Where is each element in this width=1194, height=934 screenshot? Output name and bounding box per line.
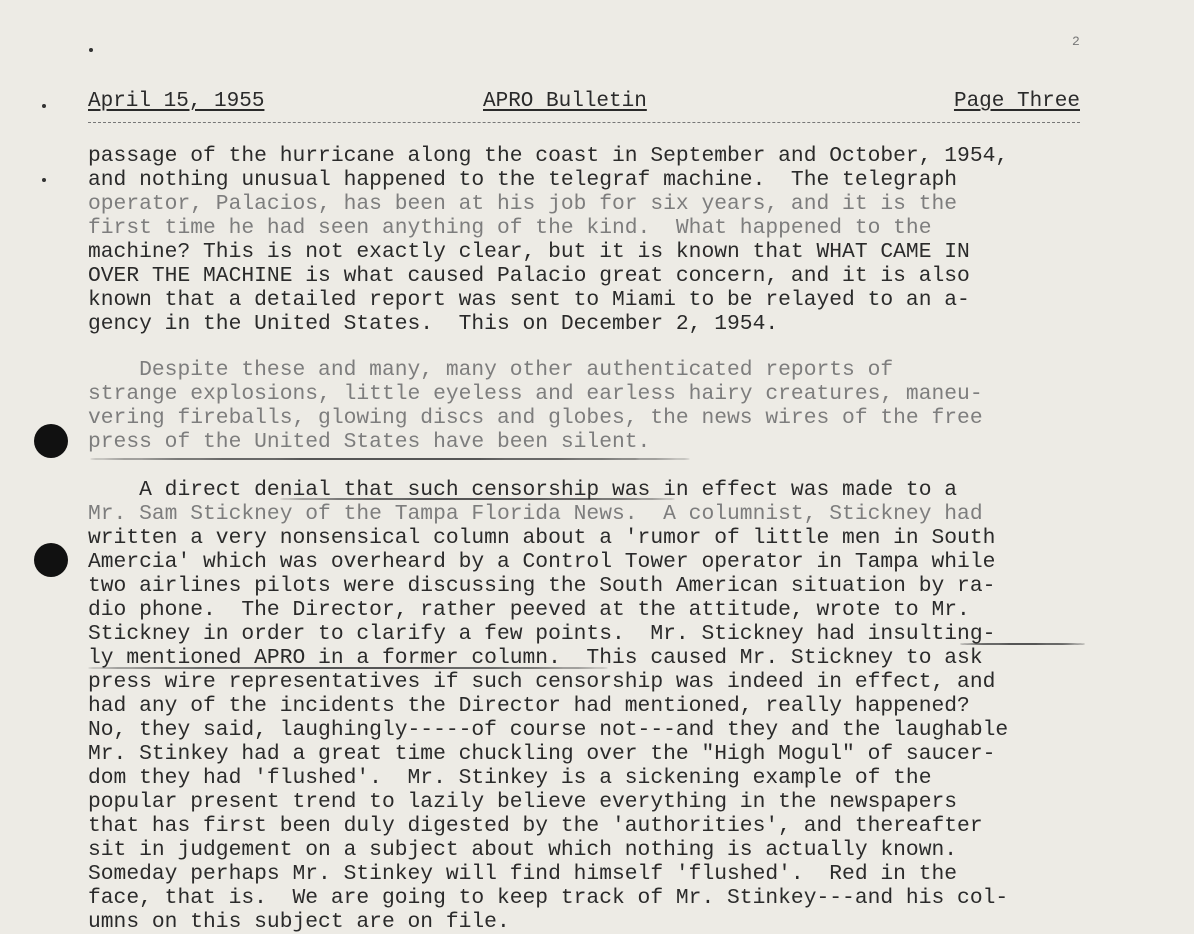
punch-hole — [34, 543, 68, 577]
text-line: face, that is. We are going to keep track of Mr. Stinkey---and his col- — [88, 886, 1009, 910]
margin-mark — [89, 48, 93, 52]
text-line: No, they said, laughingly-----of course not---and they and the laughable — [88, 718, 1009, 742]
text-line: press wire representatives if such censorship was indeed in effect, and — [88, 670, 996, 694]
text-line: machine? This is not exactly clear, but it is known that WHAT CAME IN — [88, 240, 970, 264]
corner-page-number: 2 — [1072, 34, 1080, 49]
text-line: OVER THE MACHINE is what caused Palacio great concern, and it is also — [88, 264, 970, 288]
text-line: written a very nonsensical column about a 'rumor of little men in South — [88, 526, 996, 550]
text-line: two airlines pilots were discussing the South American situation by ra- — [88, 574, 996, 598]
punch-hole — [34, 424, 68, 458]
text-line: Mr. Sam Stickney of the Tampa Florida News. A columnist, Stickney had — [88, 502, 983, 526]
text-line: and nothing unusual happened to the telegraf machine. The telegraph — [88, 168, 958, 192]
text-line: ly mentioned APRO in a former column. This caused Mr. Stickney to ask — [88, 646, 983, 670]
margin-mark — [42, 104, 46, 108]
text-line: A direct denial that such censorship was in effect was made to a — [88, 478, 958, 502]
text-line: dio phone. The Director, rather peeved at the attitude, wrote to Mr. — [88, 598, 970, 622]
text-line: sit in judgement on a subject about which nothing is actually known. — [88, 838, 958, 862]
header-rule — [88, 122, 1080, 123]
text-line: passage of the hurricane along the coast in September and October, 1954, — [88, 144, 1009, 168]
header-title: APRO Bulletin — [483, 90, 647, 113]
text-line: that has first been duly digested by the 'authorities', and thereafter — [88, 814, 983, 838]
text-line: first time he had seen anything of the kind. What happened to the — [88, 216, 932, 240]
text-line: had any of the incidents the Director had mentioned, really happened? — [88, 694, 970, 718]
margin-mark — [42, 178, 46, 182]
text-line: Mr. Stinkey had a great time chuckling over the "High Mogul" of saucer- — [88, 742, 996, 766]
text-line: Amercia' which was overheard by a Control Tower operator in Tampa while — [88, 550, 996, 574]
text-line: Despite these and many, many other authenticated reports of — [88, 358, 894, 382]
text-line: known that a detailed report was sent to Miami to be relayed to an a- — [88, 288, 970, 312]
text-line: strange explosions, little eyeless and earless hairy creatures, maneu- — [88, 382, 983, 406]
text-line: Someday perhaps Mr. Stinkey will find himself 'flushed'. Red in the — [88, 862, 958, 886]
page-header — [88, 90, 1080, 122]
hand-underline — [90, 458, 690, 460]
text-line: operator, Palacios, has been at his job for six years, and it is the — [88, 192, 958, 216]
text-line: vering fireballs, glowing discs and globes, the news wires of the free — [88, 406, 983, 430]
text-line: press of the United States have been silent. — [88, 430, 651, 454]
header-date: April 15, 1955 — [88, 90, 265, 113]
text-line: dom they had 'flushed'. Mr. Stinkey is a sickening example of the — [88, 766, 932, 790]
header-page: Page Three — [953, 90, 1080, 113]
text-line: popular present trend to lazily believe everything in the newspapers — [88, 790, 958, 814]
text-line: Stickney in order to clarify a few points. Mr. Stickney had insulting- — [88, 622, 996, 646]
text-line: gency in the United States. This on December 2, 1954. — [88, 312, 779, 336]
text-line: umns on this subject are on file. — [88, 910, 510, 934]
